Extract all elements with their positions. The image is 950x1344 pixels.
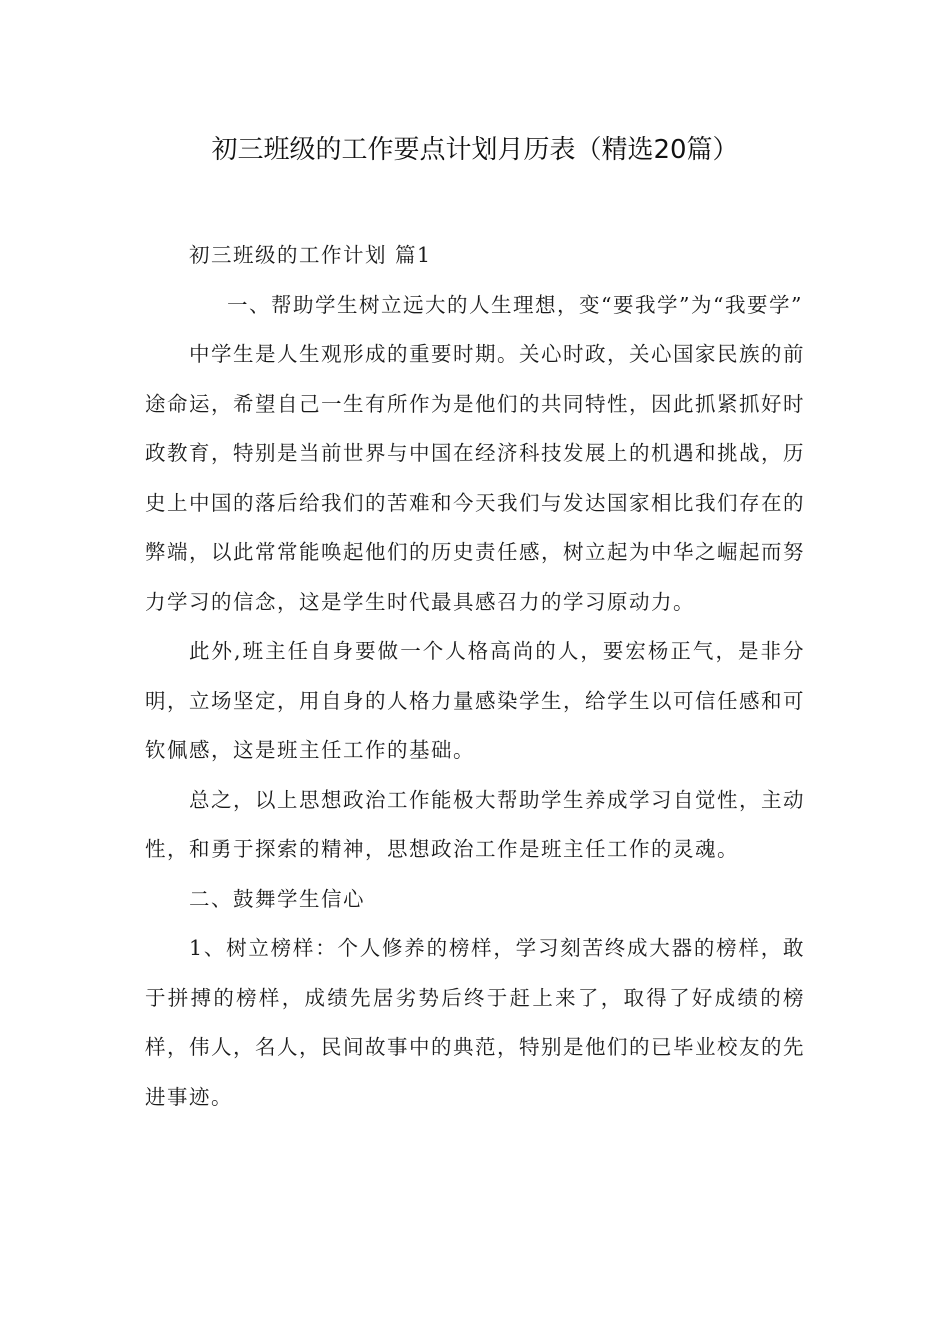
paragraph: 总之，以上思想政治工作能极大帮助学生养成学习自觉性，主动性，和勇于探索的精神，思想政治工作是班主任工作的灵魂。 <box>145 787 805 861</box>
section-heading: 初三班级的工作计划 篇1 <box>189 243 432 267</box>
paragraph: 1、树立榜样：个人修养的榜样，学习刻苦终成大器的榜样，敢于拼搏的榜样，成绩先居劣势后终于赶上来了，取得了好成绩的榜样，伟人，名人，民间故事中的典范，特别是他们的已毕业校友的先进事迹。 <box>145 936 805 1109</box>
paragraph: 此外,班主任自身要做一个人格高尚的人，要宏杨正气，是非分明，立场坚定，用自身的人格力量感染学生，给学生以可信任感和可钦佩感，这是班主任工作的基础。 <box>145 639 805 762</box>
subheading: 二、鼓舞学生信心 <box>189 886 365 911</box>
document-title: 初三班级的工作要点计划月历表（精选20篇） <box>211 135 739 165</box>
subheading: 一、帮助学生树立远大的人生理想，变“要我学”为“我要学” <box>227 292 803 317</box>
document-body <box>145 231 805 1122</box>
paragraph: 中学生是人生观形成的重要时期。关心时政，关心国家民族的前途命运，希望自己一生有所作为是他们的共同特性，因此抓紧抓好时政教育，特别是当前世界与中国在经济科技发展上的机遇和挑战，历史上中国的落后给我们的苦难和今天我们与发达国家相比我们存在的弊端，以此常常能唤起他们的历史责任感，树立起为中华之崛起而努力学习的信念，这是学生时代最具感召力的学习原动力。 <box>145 342 805 614</box>
